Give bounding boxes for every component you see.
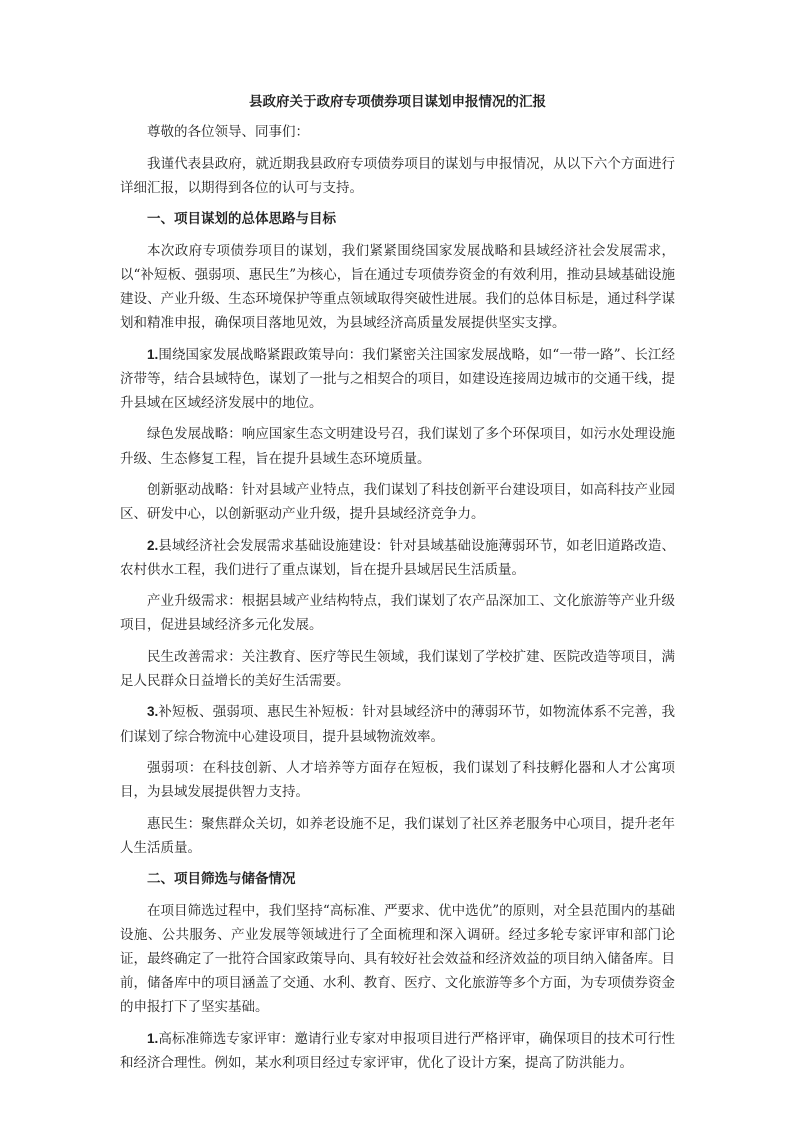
- section-1-item-3: [120, 700, 675, 748]
- item-number: 1.: [147, 346, 159, 362]
- item-text: 补短板、强弱项、惠民生补短板：针对县域经济中的薄弱环节，如物流体系不完善，我们谋划了综合物流中心建设项目，提升县域物流效率。: [120, 704, 675, 745]
- item-text: 高标准筛选专家评审：邀请行业专家对申报项目进行严格评审，确保项目的技术可行性和经济合理性。例如，某水利项目经过专家评审，优化了设计方案，提高了防洪能力。: [120, 1030, 675, 1071]
- innovation-paragraph: 创新驱动战略：针对县域产业特点，我们谋划了科技创新平台建设项目，如高科技产业园区、研发中心，以创新驱动产业升级，提升县域经济竞争力。: [120, 481, 675, 523]
- greeting: 尊敬的各位领导、同事们：: [147, 124, 309, 141]
- document-page: [120, 90, 675, 1082]
- industry-upgrade-paragraph: 产业升级需求：根据县域产业结构特点，我们谋划了农产品深加工、文化旅游等产业升级项目，促进县域经济多元化发展。: [120, 593, 675, 634]
- section-2-heading: 二、项目筛选与储备情况: [147, 871, 296, 888]
- section-1-item-2: [120, 534, 675, 582]
- item-number: 1.: [147, 1030, 159, 1046]
- item-text: 县域经济社会发展需求基础设施建设：针对县域基础设施薄弱环节，如老旧道路改造、农村供水工程，我们进行了重点谋划，旨在提升县域居民生活质量。: [120, 537, 675, 578]
- livelihood-paragraph: 民生改善需求：关注教育、医疗等民生领域，我们谋划了学校扩建、医院改造等项目，满足人民群众日益增长的美好生活需要。: [120, 648, 675, 689]
- section-1-heading: 一、项目谋划的总体思路与目标: [147, 211, 336, 228]
- green-development-paragraph: 绿色发展战略：响应国家生态文明建设号召，我们谋划了多个环保项目，如污水处理设施升级、生态修复工程，旨在提升县域生态环境质量。: [120, 426, 675, 467]
- section-2-item-1: [120, 1027, 675, 1075]
- section-2-overview: 在项目筛选过程中，我们坚持“高标准、严要求、优中选优”的原则，对全县范围内的基础设施、公共服务、产业发展等领域进行了全面梳理和深入调研。经过多轮专家评审和部门论证，最终确定了一批符合国家政策导向、具有较好社会效益和经济效益的项目纳入储备库。目前，储备库中的项目涵盖了交通、水利、教育、医疗、文化旅游等多个方面，为专项债券资金的申报打下了坚实基础。: [120, 902, 675, 1016]
- benefit-paragraph: 惠民生：聚焦群众关切，如养老设施不足，我们谋划了社区养老服务中心项目，提升老年人生活质量。: [120, 815, 675, 856]
- section-1-overview: 本次政府专项债券项目的谋划，我们紧紧围绕国家发展战略和县域经济社会发展需求，以“补短板、强弱项、惠民生”为核心，旨在通过专项债券资金的有效利用，推动县域基础设施建设、产业升级、生态环境保护等重点领域取得突破性进展。我们的总体目标是，通过科学谋划和精准申报，确保项目落地见效，为县域经济高质量发展提供坚实支撑。: [120, 242, 675, 332]
- item-text: 围绕国家发展战略紧跟政策导向：我们紧密关注国家发展战略，如“一带一路”、长江经济带等，结合县域特色，谋划了一批与之相契合的项目，如建设连接周边城市的交通干线，提升县域在区域经济发展中的地位。: [120, 346, 675, 411]
- document-title: 县政府关于政府专项债券项目谋划申报情况的汇报: [249, 94, 546, 110]
- section-1-item-1: [120, 343, 675, 416]
- item-number: 3.: [147, 704, 159, 720]
- item-number: 2.: [147, 537, 159, 553]
- strengthen-paragraph: 强弱项：在科技创新、人才培养等方面存在短板，我们谋划了科技孵化器和人才公寓项目，为县域发展提供智力支持。: [120, 759, 675, 801]
- intro-paragraph: 我谨代表县政府，就近期我县政府专项债券项目的谋划与申报情况，从以下六个方面进行详细汇报，以期得到各位的认可与支持。: [120, 155, 675, 196]
